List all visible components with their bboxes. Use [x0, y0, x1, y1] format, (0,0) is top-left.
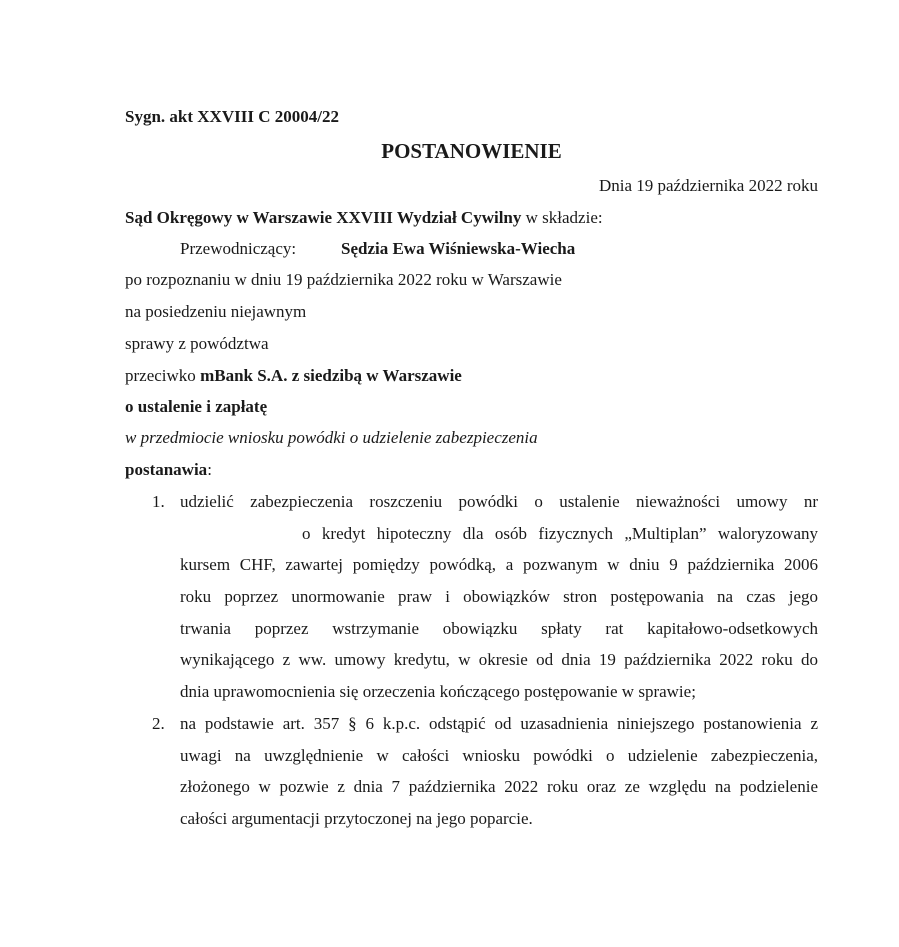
court-composition	[125, 208, 603, 228]
motion-subject: w przedmiocie wniosku powódki o udzielenie zabezpieczenia	[125, 428, 538, 447]
document-date: Dnia 19 października 2022 roku	[598, 176, 818, 195]
item-2-line: złożonego w pozwie z dnia 7 października 2022 roku oraz ze względu na podzielenie	[180, 777, 818, 797]
item-1-text	[180, 486, 818, 708]
item-1-line: trwania poprzez wstrzymanie obowiązku spłaty rat kapitałowo-odsetkowych	[180, 618, 818, 638]
document-title: POSTANOWIENIE	[381, 139, 562, 163]
item-1-line: o kredyt hipoteczny dla osób fizycznych „Multiplan” waloryzowany	[302, 523, 818, 543]
item-1-line: udzielić zabezpieczenia roszczeniu powódki o ustalenie nieważności umowy nr	[180, 492, 818, 511]
decision-heading	[125, 460, 212, 480]
item-1-line: dnia uprawomocnienia się orzeczenia kończącego postępowanie w sprawie;	[180, 682, 696, 702]
item-2-line: na podstawie art. 357 § 6 k.p.c. odstąpić od uzasadnienia niniejszego postanowienia z	[180, 714, 818, 733]
item-2-number: 2.	[152, 714, 165, 733]
presiding-label: Przewodniczący:	[180, 239, 297, 258]
item-2-text	[180, 708, 818, 835]
court-composition-suffix: w składzie:	[521, 208, 603, 227]
case-subject: o ustalenie i zapłatę	[125, 397, 268, 416]
against-line	[125, 366, 462, 386]
item-1-line: kursem CHF, zawartej pomiędzy powódką, a pozwanym w dniu 9 października 2006	[180, 555, 818, 575]
item-1-line: wynikającego z ww. umowy kredytu, w okresie od dnia 19 października 2022 roku do	[180, 650, 818, 670]
court-name: Sąd Okręgowy w Warszawie XXVIII Wydział Cywilny	[125, 208, 522, 227]
hearing-date-line: po rozpoznaniu w dniu 19 października 2022 roku w Warszawie	[125, 270, 562, 289]
session-type-line: na posiedzeniu niejawnym	[125, 302, 307, 321]
decides-colon: :	[207, 460, 212, 479]
against-prefix: przeciwko	[125, 366, 201, 385]
case-type-line: sprawy z powództwa	[125, 334, 269, 353]
item-1-line: roku poprzez unormowanie praw i obowiązków stron postępowania na czas jego	[180, 587, 818, 607]
item-2-line: całości argumentacji przytoczonej na jego poparcie.	[180, 809, 533, 829]
decides-word: postanawia	[125, 460, 208, 479]
item-2-line: uwagi na uwzględnienie w całości wniosku powódki o udzielenie zabezpieczenia,	[180, 745, 818, 765]
item-1-number: 1.	[152, 492, 165, 511]
case-reference: Sygn. akt XXVIII C 20004/22	[125, 107, 339, 126]
defendant-name: mBank S.A. z siedzibą w Warszawie	[200, 366, 462, 385]
presiding-judge: Sędzia Ewa Wiśniewska-Wiecha	[341, 239, 576, 258]
